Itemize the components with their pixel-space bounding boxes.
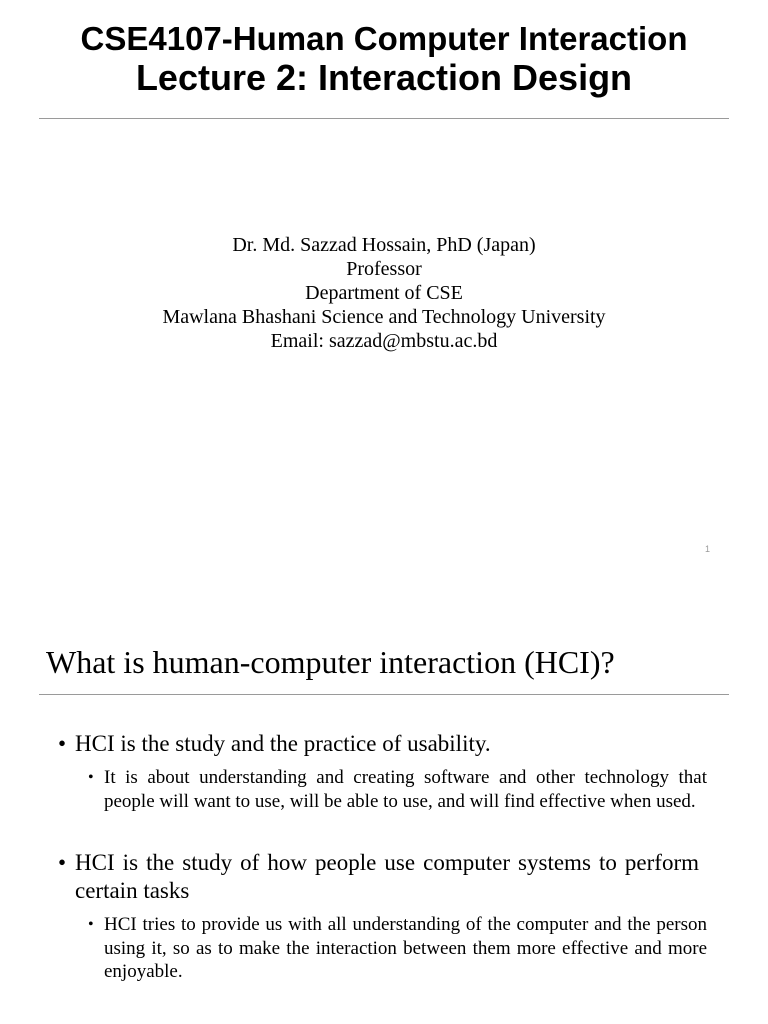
lecture-title: Lecture 2: Interaction Design — [135, 57, 633, 98]
heading-divider — [39, 694, 729, 695]
content-slide — [0, 576, 768, 1024]
bullet-icon: • — [88, 916, 94, 933]
course-title: CSE4107-Human Computer Interaction — [80, 20, 688, 57]
author-university: Mawlana Bhashani Science and Technology University — [162, 306, 606, 328]
slide-number: 1 — [704, 544, 710, 554]
author-email: Email: sazzad@mbstu.ac.bd — [270, 330, 498, 352]
bullet-text: HCI is the study of how people use computer systems to perform certain tasks — [75, 850, 699, 903]
author-block — [0, 233, 768, 353]
slide-heading: What is human-computer interaction (HCI)? — [46, 644, 615, 680]
title-divider — [39, 118, 729, 119]
bullet-icon: • — [58, 850, 67, 875]
bullet-icon: • — [88, 769, 94, 786]
sub-bullet-text: It is about understanding and creating software and other technology that people will want to use, will be able to use, and will find effective when used. — [104, 767, 707, 812]
author-department: Department of CSE — [305, 282, 463, 304]
bullet-icon: • — [58, 731, 67, 756]
author-name: Dr. Md. Sazzad Hossain, PhD (Japan) — [232, 234, 536, 256]
author-position: Professor — [346, 258, 422, 280]
bullet-text: HCI is the study and the practice of usability. — [75, 731, 491, 756]
sub-bullet-text: HCI tries to provide us with all understanding of the computer and the person using it, so as to make the interaction between them more effective and more enjoyable. — [104, 914, 707, 982]
